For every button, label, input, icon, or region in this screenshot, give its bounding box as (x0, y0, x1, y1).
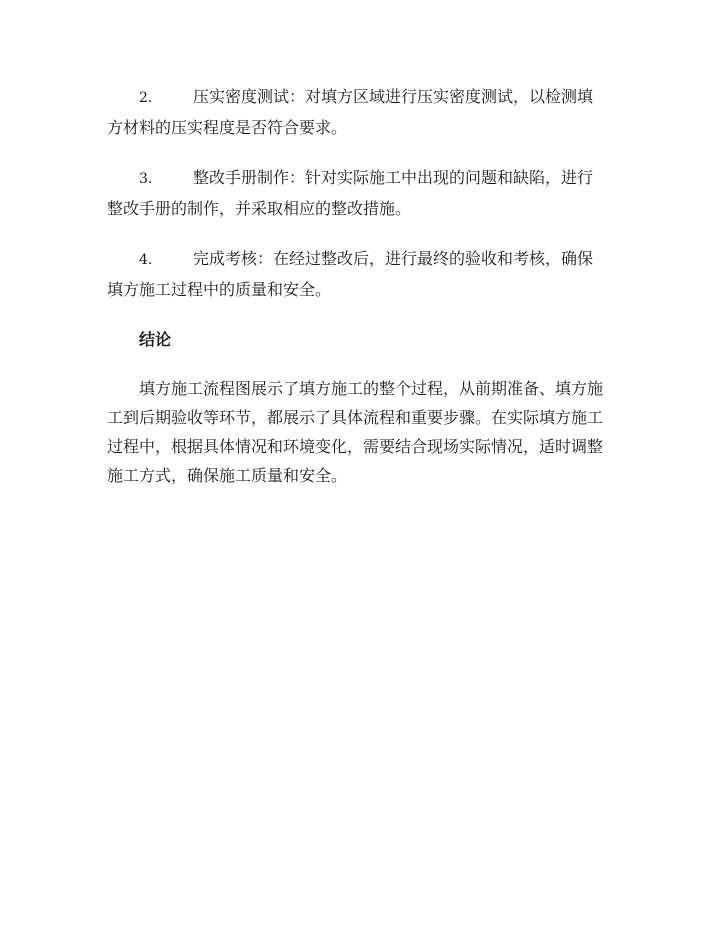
list-item-text: 压实密度测试：对填方区域进行压实密度测试，以检测填方材料的压实程度是否符合要求。 (107, 87, 594, 137)
section-heading: 结论 (139, 330, 172, 349)
list-item-number: 3. (139, 171, 153, 187)
list-item (107, 163, 605, 223)
list-item-text: 整改手册制作：针对实际施工中出现的问题和缺陷，进行整改手册的制作，并采取相应的整改措施。 (107, 168, 594, 218)
list-item (107, 244, 605, 304)
list-item-number: 2. (139, 90, 153, 106)
document-body (107, 82, 605, 490)
list-item (107, 82, 605, 142)
conclusion-paragraph: 填方施工流程图展示了填方施工的整个过程，从前期准备、填方施工到后期验收等环节，都展示了具体流程和重要步骤。在实际填方施工过程中，根据具体情况和环境变化，需要结合现场实际情况，适时调整施工方式，确保施工质量和安全。 (107, 379, 604, 485)
list-item-text: 完成考核：在经过整改后，进行最终的验收和考核，确保填方施工过程中的质量和安全。 (107, 249, 594, 299)
list-item-number: 4. (139, 252, 153, 268)
